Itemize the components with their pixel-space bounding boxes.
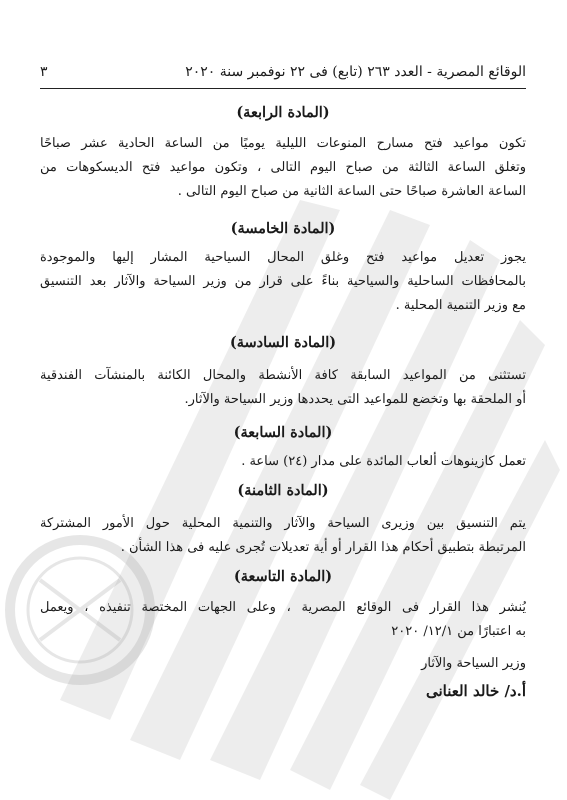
signature-title: وزير السياحة والآثار [421, 656, 526, 671]
body-line: المرتبطة بتطبيق أحكام هذا القرار أو أية تعديلات تُجرى عليه فى هذا الشأن . [120, 540, 526, 555]
body-line: تكون مواعيد فتح مسارح المنوعات الليلية يوميًا من الساعة الحادية عشر صباحًا [40, 136, 526, 151]
signature-name: أ.د/ خالد العنانى [425, 682, 526, 700]
article-body [40, 450, 526, 474]
gazette-page [40, 0, 526, 800]
page-header [40, 64, 526, 84]
article-heading: (المادة الثامنة) [237, 482, 329, 499]
article-body [40, 512, 526, 560]
article-body [40, 596, 526, 644]
header-title: الوقائع المصرية - العدد ٢٦٣ (تابع) فى ٢٢ نوفمبر سنة ٢٠٢٠ [185, 64, 526, 80]
article-heading: (المادة السابعة) [233, 424, 333, 441]
article-body [40, 246, 526, 318]
article-body [40, 364, 526, 412]
article-heading: (المادة الخامسة) [230, 220, 336, 237]
body-line: بالمحافظات الساحلية والسياحية بناءً على قرار من وزير السياحة والآثار بعد التنسيق [40, 274, 526, 289]
body-line: تعمل كازينوهات ألعاب المائدة على مدار (٢٤) ساعة . [241, 454, 526, 469]
article-heading: (المادة التاسعة) [233, 568, 333, 585]
body-line: الساعة العاشرة صباحًا حتى الساعة الثانية من صباح اليوم التالى . [177, 184, 526, 199]
page-number: ٣ [40, 64, 48, 80]
article-body [40, 132, 526, 204]
body-line: مع وزير التنمية المحلية . [395, 298, 526, 313]
body-line: به اعتبارًا من ١٢/١/ ٢٠٢٠ [391, 624, 526, 639]
article-heading: (المادة السادسة) [229, 334, 337, 351]
body-line: يتم التنسيق بين وزيرى السياحة والآثار والتنمية المحلية حول الأمور المشتركة [40, 516, 526, 531]
body-line: وتغلق الساعة الثالثة من صباح اليوم التالى ، وتكون مواعيد فتح الديسكوهات من [40, 160, 526, 175]
body-line: أو الملحقة بها وتخضع للمواعيد التى يحددها وزير السياحة والآثار. [184, 392, 526, 407]
header-divider [40, 88, 526, 89]
article-heading: (المادة الرابعة) [236, 104, 330, 121]
body-line: تستثنى من المواعيد السابقة كافة الأنشطة والمحال الكائنة بالمنشآت الفندقية [40, 368, 526, 383]
body-line: يجوز تعديل مواعيد فتح وغلق المحال السياحية المشار إليها والموجودة [40, 250, 526, 265]
body-line: يُنشر هذا القرار فى الوقائع المصرية ، وعلى الجهات المختصة تنفيذه ، ويعمل [40, 600, 526, 615]
